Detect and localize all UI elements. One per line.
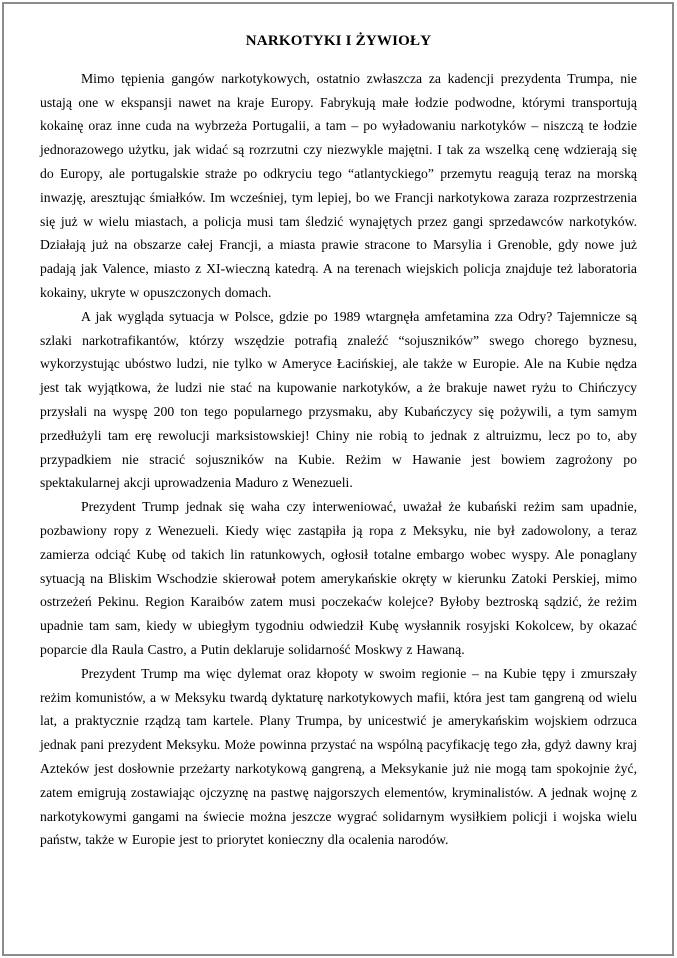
document-title: NARKOTYKI I ŻYWIOŁY bbox=[245, 33, 432, 49]
document-content bbox=[40, 30, 637, 852]
paragraph-1: Mimo tępienia gangów narkotykowych, ostatnio zwłaszcza za kadencji prezydenta Trumpa, nie ustają one w ekspansji nawet na kraje Europy. Fabrykują małe łodzie podwodne, którymi transportują kokainę oraz inne cuda na wybrzeża Portugalii, a tam – po wyładowaniu narkotyków – niszczą te łodzie jednorazowego użytku, jak widać są rozrzutni czy niezwykle majętni. I tak za wszelką cenę wdzierają się do Europy, ale portugalskie straże po odkryciu tego “atlantyckiego” przemytu reagują teraz na morską inwazję, aresztując śmiałków. Im wcześniej, tym lepiej, bo we Francji narkotykowa zaraza rozprzestrzenia się już w wielu miastach, a policja musi tam śledzić wynajętych przez gangi sprzedawców narkotyków. Działają już na obszarze całej Francji, a miasta prawie stracone to Marsylia i Grenoble, gdy nowe już padają jak Valence, miasto z XI-wieczną katedrą. A na terenach wiejskich policja znajduje też laboratoria kokainy, ukryte w opuszczonych domach. bbox=[40, 70, 637, 300]
paragraph-4: Prezydent Trump ma więc dylemat oraz kłopoty w swoim regionie – na Kubie tępy i zmurszały reżim komunistów, a w Meksyku twardą dyktaturę narkotykowych mafii, która jest tam gangreną od wielu lat, a praktycznie rządzą tam kartele. Plany Trumpa, by unicestwić je amerykańskim wojskiem odrzuca jednak pani prezydent Meksyku. Może powinna przystać na wspólną pacyfikację tego zła, gdyż dawny kraj Azteków jest dosłownie przeżarty narkotykową gangreną, a Meksykanie już nie mogą tam spokojnie żyć, zatem emigrują zostawiając ojczyznę na pastwę najgorszych elementów, kryminalistów. A jednak wojnę z narkotykowymi gangami na świecie można jeszcze wygrać solidarnym wysiłkiem policji i wojska wielu państw, także w Europie jest to priorytet konieczny dla ocalenia narodów. bbox=[40, 665, 637, 848]
paragraph-3: Prezydent Trump jednak się waha czy interweniować, uważał że kubański reżim sam upadnie, pozbawiony ropy z Wenezueli. Kiedy więc zastąpiła ją ropa z Meksyku, nie był zadowolony, a teraz zamierza odciąć Kubę od takich lin ratunkowych, ogłosił totalne embargo wobec wyspy. Ale ponaglany sytuacją na Bliskim Wschodzie skierował potem amerykańskie okręty w kierunku Zatoki Perskiej, mimo ostrzeżeń Pekinu. Region Karaibów zatem musi poczekaćw kolejce? Byłoby beztroską sądzić, że reżim upadnie tam sam, kiedy w ubiegłym tygodniu odwiedził Kubę wysłannik rosyjski Kokolcew, by okazać poparcie dla Raula Castro, a Putin deklaruje solidarność Moskwy z Hawaną. bbox=[40, 499, 637, 657]
paragraph-2: A jak wygląda sytuacja w Polsce, gdzie po 1989 wtargnęła amfetamina zza Odry? Tajemnicze są szlaki narkotrafikantów, którzy wszędzie potrafią znaleźć “sojuszników” swego chorego byznesu, wykorzystując ubóstwo ludzi, nie tylko w Ameryce Łacińskiej, ale także w Europie. Ale na Kubie nędza jest tak wyjątkowa, że ludzi nie stać na kupowanie narkotyków, a że brakuje nawet ryżu to Chińczycy przysłali na wyspę 200 ton tego popularnego przysmaku, aby Kubańczycy się pożywili, a tym samym przedłużyli tam erę rewolucji marksistowskiej! Chiny nie robią to jednak z altruizmu, lecz po to, aby przypadkiem nie stracić sojuszników na Kubie. Reżim w Hawanie jest bowiem zagrożony po spektakularnej akcji uprowadzenia Maduro z Wenezueli. bbox=[40, 308, 637, 491]
